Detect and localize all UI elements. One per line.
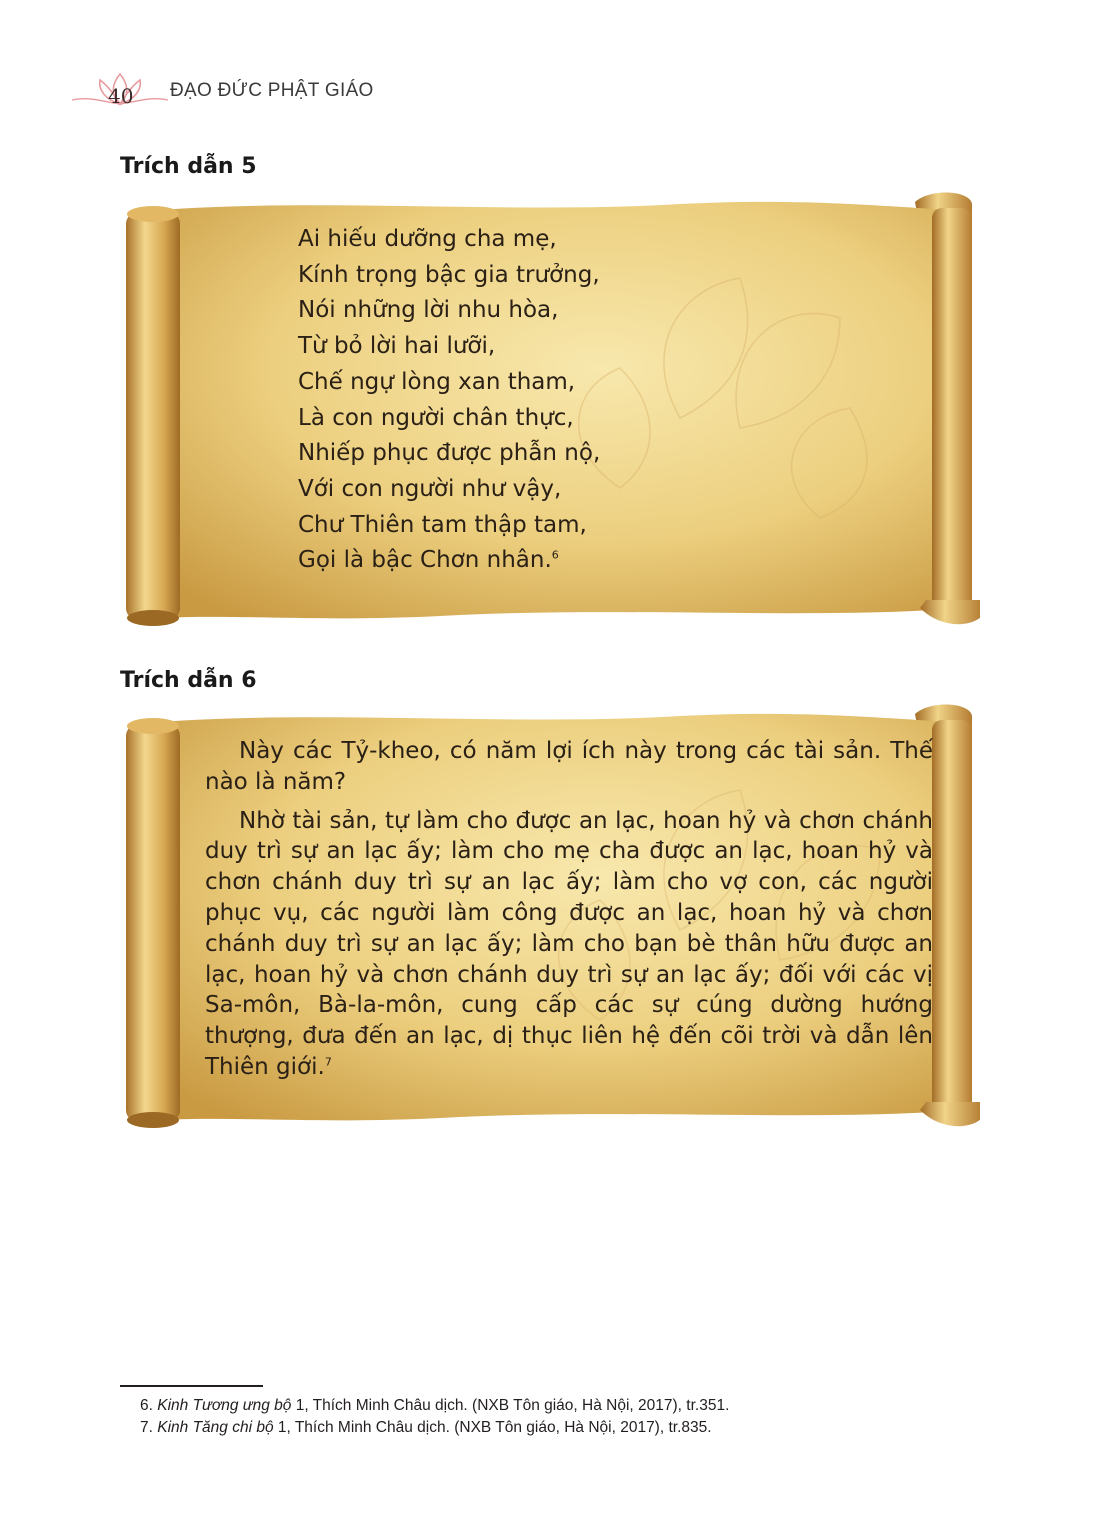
footnote-text: 1, Thích Minh Châu dịch. (NXB Tôn giáo, Hà Nội, 2017), tr.351. bbox=[291, 1397, 730, 1414]
footnote-number: 7. bbox=[140, 1419, 153, 1436]
footnote-text: 1, Thích Minh Châu dịch. (NXB Tôn giáo, Hà Nội, 2017), tr.835. bbox=[273, 1419, 712, 1436]
quote6-paragraph-2-text: Nhờ tài sản, tự làm cho được an lạc, hoan hỷ và chơn chánh duy trì sự an lạc ấy; làm cho mẹ cha được an lạc, hoan hỷ và chơn chánh duy trì sự an lạc ấy; làm cho vợ con, các người phục vụ, các người làm công được an lạc, hoan hỷ và chơn chánh duy trì sự an lạc ấy; làm cho bạn bè thân hữu được an lạc, hoan hỷ và chơn chánh duy trì sự an lạc ấy; đối với các vị Sa-môn, Bà-la-môn, cung cấp các sự cúng dường hướng thượng, đưa đến an lạc, dị thục liên hệ đến cõi trời và dẫn lên Thiên giới. bbox=[205, 807, 933, 1080]
quote5-poem bbox=[298, 222, 600, 579]
quote6-text bbox=[205, 736, 933, 1091]
poem-line: Là con người chân thực, bbox=[298, 404, 574, 431]
footnote-book-title: Kinh Tăng chi bộ bbox=[157, 1419, 274, 1436]
poem-line bbox=[298, 543, 600, 579]
footnote-7 bbox=[140, 1417, 729, 1439]
quote6-scroll bbox=[120, 700, 980, 1140]
footnote-ref-7[interactable]: 7 bbox=[324, 1055, 332, 1069]
poem-line: Ai hiếu dưỡng cha mẹ, bbox=[298, 226, 557, 252]
footnote-number: 6. bbox=[140, 1397, 153, 1414]
quote6-heading: Trích dẫn 6 bbox=[120, 668, 257, 693]
poem-line: Từ bỏ lời hai lưỡi, bbox=[298, 333, 496, 360]
poem-line: Nói những lời nhu hòa, bbox=[298, 297, 559, 324]
quote6-paragraph-2 bbox=[205, 806, 933, 1083]
page-header bbox=[70, 70, 490, 115]
poem-line-text: Gọi là bậc Chơn nhân. bbox=[298, 547, 552, 574]
poem-line: Nhiếp phục được phẫn nộ, bbox=[298, 440, 601, 467]
running-title: ĐẠO ĐỨC PHẬT GIÁO bbox=[170, 80, 374, 101]
poem-line: Kính trọng bậc gia trưởng, bbox=[298, 261, 600, 288]
page-number: 40 bbox=[108, 84, 134, 108]
footnotes bbox=[140, 1395, 729, 1439]
quote5-heading: Trích dẫn 5 bbox=[120, 154, 257, 179]
poem-line: Chế ngự lòng xan tham, bbox=[298, 368, 576, 395]
footnote-ref-6[interactable]: 6 bbox=[551, 548, 559, 562]
quote5-scroll bbox=[120, 188, 980, 638]
poem-line: Với con người như vậy, bbox=[298, 475, 562, 502]
poem-line: Chư Thiên tam thập tam, bbox=[298, 511, 587, 538]
footnote-6 bbox=[140, 1395, 729, 1417]
footnote-divider bbox=[120, 1385, 263, 1387]
quote6-paragraph-1: Này các Tỷ-kheo, có năm lợi ích này trong các tài sản. Thế nào là năm? bbox=[205, 738, 933, 795]
footnote-book-title: Kinh Tương ưng bộ bbox=[157, 1397, 292, 1414]
